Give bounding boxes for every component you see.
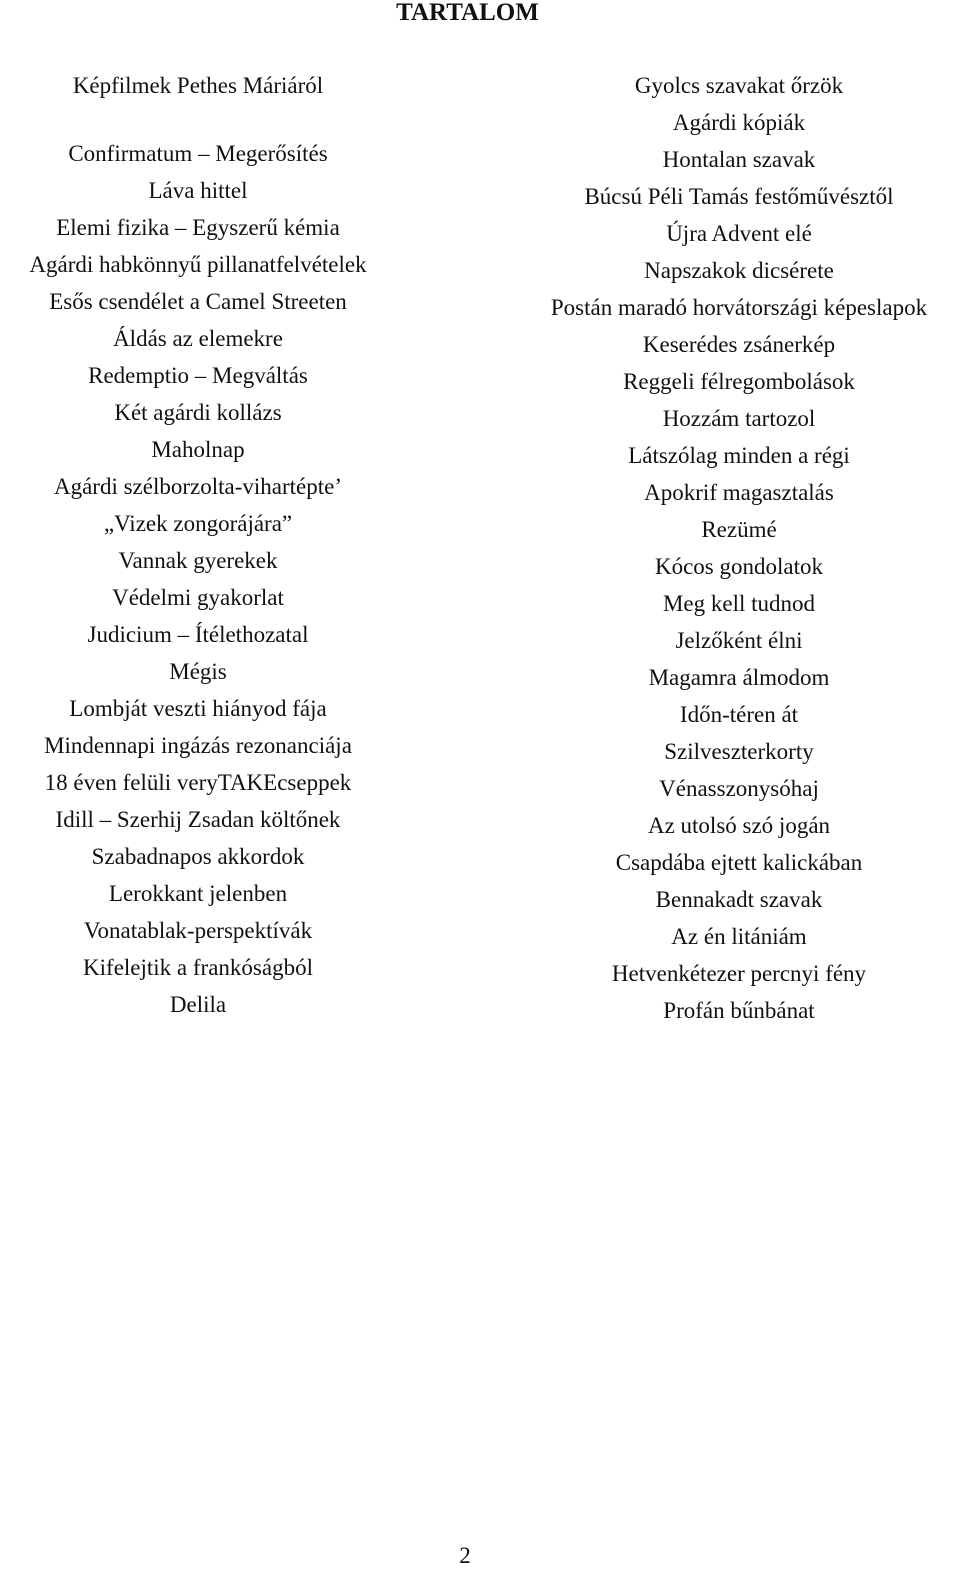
toc-entry: Agárdi kópiák: [672, 110, 806, 135]
page-number: 2: [459, 1543, 471, 1568]
toc-entry: Idill – Szerhij Zsadan költőnek: [55, 807, 341, 832]
toc-entry: Judicium – Ítélethozatal: [87, 622, 309, 647]
toc-entry: Kifelejtik a frankóságból: [83, 955, 313, 980]
toc-entry: Agárdi habkönnyű pillanatfelvételek: [29, 252, 367, 277]
toc-entry: Lombját veszti hiányod fája: [69, 696, 327, 721]
toc-entry: Bennakadt szavak: [655, 887, 823, 912]
toc-entry: Elemi fizika – Egyszerű kémia: [56, 215, 340, 240]
toc-entry: Agárdi szélborzolta-vihartépte’: [53, 474, 342, 499]
toc-entry: Gyolcs szavakat őrzök: [634, 73, 844, 98]
toc-entry: Mindennapi ingázás rezonanciája: [44, 733, 352, 758]
toc-entry: Időn-téren át: [679, 702, 799, 727]
toc-entry: Vonatablak-perspektívák: [83, 918, 313, 943]
toc-entry: Búcsú Péli Tamás festőművésztől: [584, 184, 894, 209]
toc-entry: Esős csendélet a Camel Streeten: [49, 289, 347, 314]
toc-entry: Meg kell tudnod: [662, 591, 816, 616]
toc-entry: „Vizek zongorájára”: [103, 511, 293, 536]
toc-entry: Hontalan szavak: [662, 147, 816, 172]
toc-entry: Újra Advent elé: [666, 221, 812, 246]
toc-entry: Kócos gondolatok: [654, 554, 823, 579]
toc-entry: Két agárdi kollázs: [114, 400, 282, 425]
toc-left-column: [0, 67, 396, 1023]
toc-entry: Szabadnapos akkordok: [91, 844, 305, 869]
toc-entry: Profán bűnbánat: [663, 998, 815, 1023]
toc-entry: Jelzőként élni: [675, 628, 803, 653]
toc-entry: Áldás az elemekre: [113, 326, 283, 351]
toc-entry: Apokrif magasztalás: [644, 480, 834, 505]
toc-entry: Hetvenkétezer percnyi fény: [611, 961, 867, 986]
toc-entry: Mégis: [169, 659, 227, 684]
toc-entry: Maholnap: [151, 437, 245, 462]
toc-right-column: [518, 67, 960, 1029]
toc-entry: Látszólag minden a régi: [628, 443, 850, 468]
toc-entry: Confirmatum – Megerősítés: [68, 141, 328, 166]
toc-entry: Vénasszonysóhaj: [659, 776, 819, 801]
toc-entry: Lerokkant jelenben: [108, 881, 288, 906]
toc-entry: 18 éven felüli veryTAKEcseppek: [44, 770, 352, 795]
toc-entry: Csapdába ejtett kalickában: [615, 850, 863, 875]
toc-entry: Magamra álmodom: [648, 665, 830, 690]
toc-entry: Redemptio – Megváltás: [88, 363, 308, 388]
toc-entry: Hozzám tartozol: [662, 406, 816, 431]
toc-entry: Postán maradó horvátországi képeslapok: [550, 295, 928, 320]
toc-entry: Reggeli félregombolások: [623, 369, 855, 394]
toc-entry: Képfilmek Pethes Máriáról: [72, 73, 324, 98]
toc-entry: Vannak gyerekek: [118, 548, 278, 573]
toc-entry: Védelmi gyakorlat: [112, 585, 284, 610]
toc-entry: Az utolsó szó jogán: [647, 813, 831, 838]
toc-entry: Rezümé: [701, 517, 777, 542]
toc-entry: Láva hittel: [148, 178, 248, 203]
page-title: TARTALOM: [396, 0, 539, 26]
toc-entry: Delila: [169, 992, 227, 1017]
toc-entry: Az én litániám: [671, 924, 807, 949]
toc-entry: Keserédes zsánerkép: [642, 332, 836, 357]
toc-entry: Szilveszterkorty: [664, 739, 814, 764]
toc-entry: Napszakok dicsérete: [644, 258, 834, 283]
